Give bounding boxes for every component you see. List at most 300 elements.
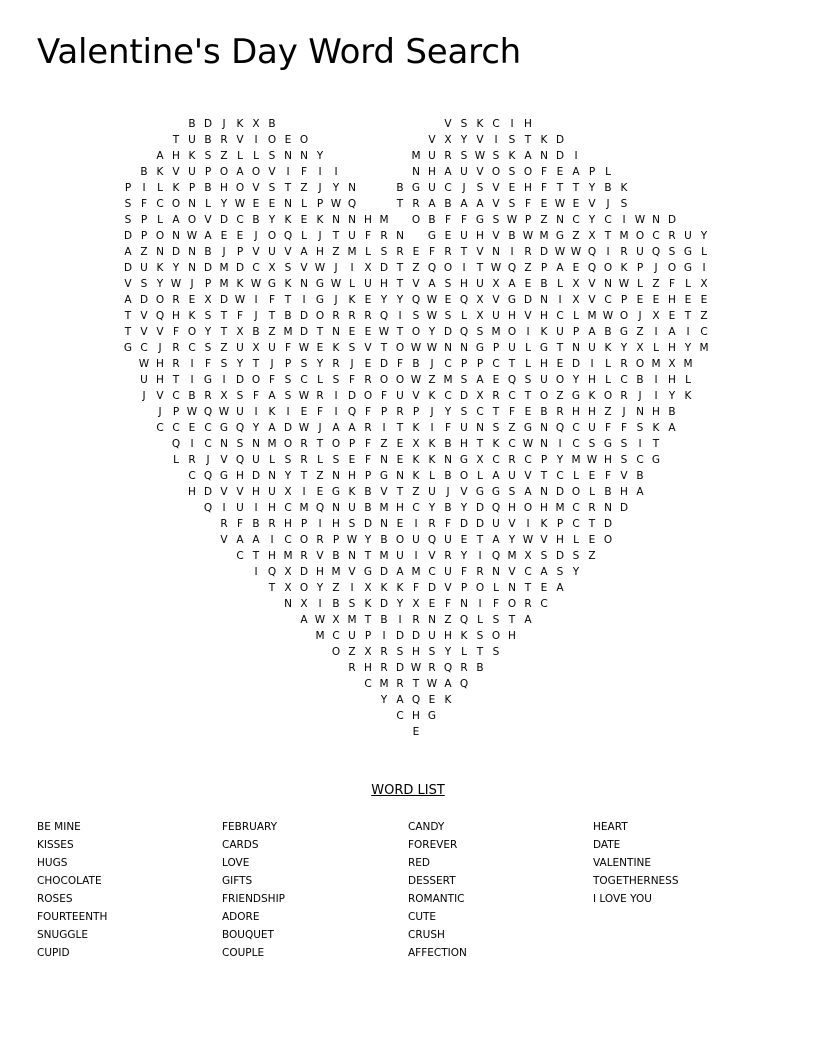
grid-letter: I <box>350 582 354 594</box>
grid-letter: R <box>364 374 372 386</box>
grid-row <box>120 292 708 308</box>
grid-letter: N <box>172 230 180 242</box>
grid-letter: E <box>444 294 452 306</box>
grid-letter: E <box>444 230 452 242</box>
grid-letter: U <box>684 230 692 242</box>
grid-letter: O <box>395 534 405 546</box>
grid-letter: D <box>475 518 485 530</box>
word-list-column <box>593 818 773 908</box>
grid-letter: H <box>396 502 404 514</box>
grid-letter: B <box>444 198 452 210</box>
grid-letter: F <box>140 198 148 210</box>
grid-letter: H <box>364 662 372 674</box>
grid-letter: B <box>540 406 548 418</box>
grid-letter: K <box>236 118 244 130</box>
grid-letter: M <box>619 230 629 242</box>
grid-letter: O <box>283 438 293 450</box>
word-list-item: FOREVER <box>408 839 458 851</box>
grid-letter: Y <box>556 454 564 466</box>
grid-letter: B <box>444 470 452 482</box>
grid-letter: U <box>396 390 404 402</box>
grid-letter: Y <box>460 550 468 562</box>
grid-letter: O <box>395 374 405 386</box>
grid-row <box>120 260 706 276</box>
grid-letter: K <box>412 454 420 466</box>
grid-letter: P <box>316 198 324 210</box>
grid-letter: K <box>172 182 180 194</box>
grid-letter: A <box>428 198 436 210</box>
grid-letter: E <box>300 214 308 226</box>
grid-letter: S <box>492 614 500 626</box>
grid-letter: R <box>556 406 564 418</box>
grid-letter: R <box>396 246 404 258</box>
grid-letter: W <box>474 150 486 162</box>
grid-letter: R <box>300 438 308 450</box>
grid-letter: B <box>636 470 644 482</box>
grid-letter: W <box>554 198 566 210</box>
word-list-item: BE MINE <box>37 821 81 833</box>
grid-letter: A <box>348 422 356 434</box>
grid-letter: N <box>156 246 164 258</box>
grid-row <box>120 660 696 676</box>
grid-letter: H <box>668 342 676 354</box>
grid-letter: L <box>685 374 691 386</box>
grid-letter: G <box>315 278 325 290</box>
grid-row <box>120 388 696 404</box>
grid-letter: A <box>396 694 404 706</box>
grid-letter: C <box>524 454 532 466</box>
grid-letter: O <box>475 582 485 594</box>
grid-letter: U <box>636 246 644 258</box>
grid-letter: Q <box>283 230 293 242</box>
grid-letter: D <box>395 662 405 674</box>
word-list-column <box>408 818 588 962</box>
grid-letter: R <box>220 518 228 530</box>
grid-letter: K <box>412 470 420 482</box>
grid-letter: W <box>618 278 630 290</box>
grid-letter: W <box>522 534 534 546</box>
grid-letter: H <box>268 502 276 514</box>
grid-letter: G <box>363 566 373 578</box>
word-list-heading: WORD LIST <box>371 783 445 798</box>
grid-letter: N <box>332 502 340 514</box>
grid-letter: C <box>300 374 308 386</box>
grid-letter: W <box>186 406 198 418</box>
grid-letter: W <box>330 278 342 290</box>
grid-letter: K <box>364 598 372 610</box>
grid-letter: S <box>476 326 484 338</box>
grid-letter: R <box>188 454 196 466</box>
grid-letter: I <box>334 166 338 178</box>
grid-letter: G <box>203 374 213 386</box>
grid-letter: I <box>558 438 562 450</box>
grid-letter: I <box>318 598 322 610</box>
grid-letter: U <box>508 470 516 482</box>
grid-letter: S <box>204 310 212 322</box>
grid-letter: V <box>588 198 596 210</box>
grid-letter: R <box>316 390 324 402</box>
grid-letter: R <box>364 422 372 434</box>
grid-letter: F <box>316 406 324 418</box>
grid-row <box>120 612 696 628</box>
grid-letter: T <box>556 342 564 354</box>
grid-row <box>120 132 696 148</box>
grid-letter: V <box>380 486 388 498</box>
grid-letter: T <box>124 310 132 322</box>
grid-letter: Y <box>380 294 388 306</box>
grid-letter: O <box>187 214 197 226</box>
grid-letter: N <box>332 214 340 226</box>
grid-letter: N <box>540 422 548 434</box>
grid-letter: M <box>571 454 581 466</box>
grid-letter: B <box>380 614 388 626</box>
grid-letter: O <box>603 534 613 546</box>
grid-letter: T <box>652 438 660 450</box>
grid-letter: W <box>410 662 422 674</box>
grid-letter: R <box>300 454 308 466</box>
grid-letter: R <box>172 342 180 354</box>
grid-letter: B <box>380 534 388 546</box>
grid-letter: L <box>525 358 531 370</box>
grid-letter: V <box>124 278 132 290</box>
grid-row <box>120 180 696 196</box>
grid-letter: S <box>620 198 628 210</box>
grid-letter: T <box>460 246 468 258</box>
grid-letter: K <box>316 214 324 226</box>
grid-letter: X <box>252 342 260 354</box>
grid-letter: K <box>348 486 356 498</box>
grid-letter: Y <box>444 646 452 658</box>
grid-letter: I <box>254 134 258 146</box>
grid-letter: O <box>219 166 229 178</box>
word-list-item: FEBRUARY <box>222 821 278 833</box>
grid-letter: W <box>314 262 326 274</box>
grid-letter: D <box>539 246 549 258</box>
grid-letter: G <box>459 454 469 466</box>
grid-letter: E <box>572 262 580 274</box>
grid-letter: V <box>476 246 484 258</box>
grid-letter: E <box>364 358 372 370</box>
grid-letter: I <box>190 374 194 386</box>
grid-letter: N <box>396 470 404 482</box>
grid-letter: D <box>139 294 149 306</box>
grid-letter: R <box>620 390 628 402</box>
grid-letter: E <box>524 406 532 418</box>
grid-letter: Z <box>412 262 420 274</box>
grid-letter: U <box>268 246 276 258</box>
grid-letter: M <box>219 262 229 274</box>
grid-letter: N <box>284 150 292 162</box>
grid-letter: P <box>364 470 372 482</box>
grid-letter: N <box>540 294 548 306</box>
grid-letter: S <box>476 182 484 194</box>
grid-letter: E <box>556 166 564 178</box>
grid-letter: P <box>124 182 132 194</box>
grid-letter: C <box>364 678 372 690</box>
grid-letter: Y <box>700 230 708 242</box>
grid-letter: O <box>619 310 629 322</box>
grid-letter: Y <box>620 342 628 354</box>
grid-letter: T <box>524 390 532 402</box>
word-list-item: RED <box>408 857 431 869</box>
grid-letter: O <box>171 198 181 210</box>
grid-letter: D <box>379 358 389 370</box>
grid-letter: I <box>398 614 402 626</box>
grid-letter: K <box>444 694 452 706</box>
grid-letter: D <box>283 422 293 434</box>
grid-letter: X <box>588 230 596 242</box>
grid-letter: C <box>396 710 404 722</box>
grid-letter: W <box>186 230 198 242</box>
grid-letter: I <box>558 294 562 306</box>
grid-letter: L <box>477 614 483 626</box>
word-list-item: I LOVE YOU <box>593 893 652 905</box>
grid-letter: N <box>332 326 340 338</box>
grid-letter: E <box>652 294 660 306</box>
grid-letter: F <box>428 246 436 258</box>
grid-letter: B <box>188 118 196 130</box>
grid-letter: P <box>636 262 644 274</box>
grid-letter: C <box>572 214 580 226</box>
grid-letter: N <box>492 566 500 578</box>
grid-letter: O <box>155 294 165 306</box>
grid-letter: D <box>443 326 453 338</box>
grid-letter: X <box>252 118 260 130</box>
grid-letter: U <box>444 566 452 578</box>
grid-letter: E <box>364 294 372 306</box>
grid-letter: H <box>252 486 260 498</box>
grid-letter: T <box>588 518 596 530</box>
grid-letter: J <box>254 310 258 322</box>
grid-letter: R <box>620 358 628 370</box>
grid-letter: H <box>540 502 548 514</box>
grid-row <box>120 628 696 644</box>
grid-letter: E <box>684 294 692 306</box>
grid-letter: L <box>301 198 307 210</box>
grid-letter: Z <box>508 422 516 434</box>
grid-letter: P <box>236 246 244 258</box>
grid-letter: D <box>379 598 389 610</box>
grid-letter: K <box>284 278 292 290</box>
grid-letter: R <box>524 598 532 610</box>
grid-letter: I <box>302 486 306 498</box>
grid-letter: Y <box>444 406 452 418</box>
grid-letter: R <box>380 646 388 658</box>
grid-letter: V <box>428 134 436 146</box>
grid-letter: S <box>348 342 356 354</box>
grid-letter: H <box>220 182 228 194</box>
grid-letter: E <box>396 518 404 530</box>
grid-row <box>120 724 696 740</box>
grid-letter: F <box>252 390 260 402</box>
grid-letter: Y <box>588 182 596 194</box>
grid-letter: D <box>299 566 309 578</box>
grid-letter: T <box>396 198 404 210</box>
grid-letter: T <box>284 294 292 306</box>
grid-letter: O <box>635 230 645 242</box>
grid-letter: R <box>172 358 180 370</box>
grid-letter: F <box>460 566 468 578</box>
grid-letter: I <box>510 246 514 258</box>
grid-letter: M <box>379 502 389 514</box>
grid-letter: J <box>142 390 146 402</box>
grid-letter: T <box>380 342 388 354</box>
grid-letter: W <box>410 342 422 354</box>
grid-letter: M <box>315 630 325 642</box>
grid-letter: N <box>188 198 196 210</box>
grid-letter: T <box>124 326 132 338</box>
grid-letter: C <box>492 454 500 466</box>
grid-letter: H <box>348 470 356 482</box>
grid-letter: M <box>283 326 293 338</box>
grid-letter: J <box>430 358 434 370</box>
grid-letter: A <box>268 390 276 402</box>
grid-letter: A <box>556 582 564 594</box>
grid-letter: Y <box>236 358 244 370</box>
grid-letter: K <box>380 582 388 594</box>
grid-letter: K <box>652 422 660 434</box>
grid-letter: L <box>701 246 707 258</box>
grid-letter: F <box>364 406 372 418</box>
grid-letter: I <box>334 390 338 402</box>
grid-letter: T <box>604 230 612 242</box>
grid-letter: P <box>204 166 212 178</box>
grid-letter: E <box>524 278 532 290</box>
grid-letter: O <box>571 486 581 498</box>
grid-letter: L <box>637 278 643 290</box>
grid-letter: N <box>652 214 660 226</box>
grid-letter: T <box>556 182 564 194</box>
grid-letter: X <box>492 278 500 290</box>
grid-row <box>120 484 696 500</box>
word-list-item: DESSERT <box>408 875 456 887</box>
grid-letter: T <box>252 550 260 562</box>
grid-letter: C <box>540 598 548 610</box>
grid-row <box>120 420 696 436</box>
grid-letter: Y <box>156 278 164 290</box>
word-list-item: CUPID <box>37 947 70 959</box>
grid-row <box>120 324 708 340</box>
grid-letter: I <box>606 246 610 258</box>
grid-letter: X <box>332 614 340 626</box>
grid-letter: M <box>347 614 357 626</box>
grid-letter: D <box>427 582 437 594</box>
grid-letter: P <box>284 358 292 370</box>
grid-letter: Q <box>427 534 437 546</box>
grid-letter: B <box>252 214 260 226</box>
grid-letter: H <box>236 470 244 482</box>
grid-letter: O <box>299 134 309 146</box>
grid-letter: R <box>268 518 276 530</box>
grid-letter: M <box>331 566 341 578</box>
grid-row <box>120 436 696 452</box>
grid-letter: S <box>268 150 276 162</box>
grid-letter: W <box>234 294 246 306</box>
grid-letter: C <box>412 502 420 514</box>
grid-letter: N <box>444 342 452 354</box>
grid-letter: S <box>396 646 404 658</box>
grid-letter: I <box>190 438 194 450</box>
grid-letter: C <box>172 390 180 402</box>
grid-letter: X <box>364 646 372 658</box>
grid-letter: G <box>475 342 485 354</box>
grid-letter: J <box>318 422 322 434</box>
grid-letter: I <box>382 422 386 434</box>
grid-letter: K <box>588 390 596 402</box>
grid-letter: A <box>236 534 244 546</box>
grid-letter: V <box>236 134 244 146</box>
grid-letter: C <box>604 214 612 226</box>
grid-letter: R <box>476 566 484 578</box>
grid-letter: X <box>364 582 372 594</box>
grid-letter: E <box>588 470 596 482</box>
grid-letter: T <box>476 534 484 546</box>
grid-letter: C <box>492 118 500 130</box>
grid-letter: G <box>427 710 437 722</box>
grid-letter: Y <box>284 470 292 482</box>
grid-letter: M <box>379 214 389 226</box>
grid-letter: W <box>602 310 614 322</box>
grid-letter: R <box>396 678 404 690</box>
grid-letter: J <box>158 406 162 418</box>
grid-letter: Q <box>587 262 597 274</box>
grid-letter: D <box>123 230 133 242</box>
grid-letter: X <box>412 438 420 450</box>
grid-letter: F <box>508 406 516 418</box>
grid-letter: X <box>476 294 484 306</box>
grid-letter: Q <box>411 694 421 706</box>
grid-letter: T <box>476 262 484 274</box>
grid-row <box>120 116 696 132</box>
grid-letter: S <box>428 646 436 658</box>
grid-letter: F <box>540 166 548 178</box>
grid-letter: C <box>636 454 644 466</box>
grid-letter: R <box>332 310 340 322</box>
grid-letter: P <box>476 358 484 370</box>
grid-letter: H <box>524 118 532 130</box>
grid-letter: Q <box>459 294 469 306</box>
grid-letter: U <box>236 502 244 514</box>
word-list-item: CUTE <box>408 911 437 923</box>
grid-letter: D <box>363 518 373 530</box>
grid-letter: C <box>604 294 612 306</box>
grid-letter: T <box>172 374 180 386</box>
grid-letter: T <box>364 550 372 562</box>
grid-letter: K <box>460 630 468 642</box>
grid-letter: J <box>270 358 274 370</box>
grid-letter: O <box>155 230 165 242</box>
grid-letter: Z <box>332 246 340 258</box>
grid-letter: A <box>524 614 532 626</box>
grid-letter: E <box>316 486 324 498</box>
grid-letter: S <box>348 518 356 530</box>
grid-letter: X <box>364 262 372 274</box>
grid-letter: C <box>204 438 212 450</box>
grid-letter: Y <box>428 326 436 338</box>
grid-letter: I <box>478 550 482 562</box>
grid-letter: L <box>317 454 323 466</box>
grid-letter: S <box>332 374 340 386</box>
grid-letter: B <box>508 230 516 242</box>
grid-letter: C <box>620 374 628 386</box>
grid-letter: X <box>204 294 212 306</box>
grid-letter: I <box>222 374 226 386</box>
grid-letter: B <box>204 182 212 194</box>
grid-letter: S <box>204 150 212 162</box>
grid-letter: C <box>156 198 164 210</box>
grid-letter: Q <box>507 262 517 274</box>
grid-letter: K <box>396 582 404 594</box>
